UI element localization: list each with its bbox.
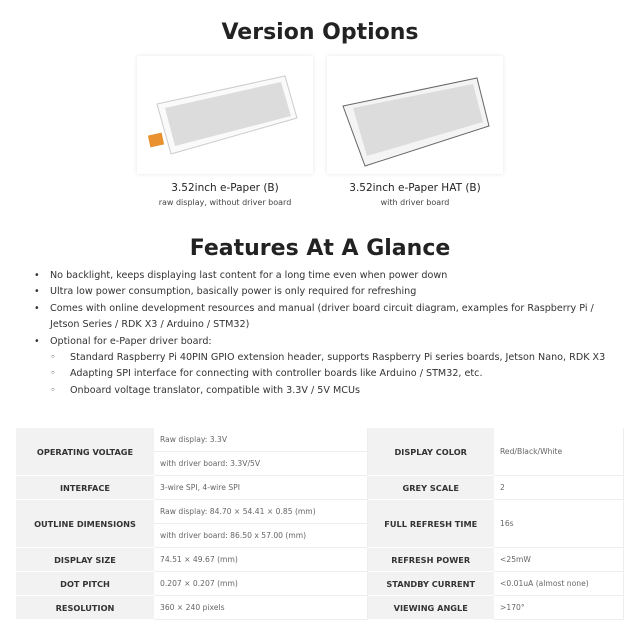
product-name: 3.52inch e-Paper (B) [171, 182, 279, 194]
spec-value: <0.01uA (almost none) [494, 572, 624, 596]
spec-value: 3-wire SPI, 4-wire SPI [154, 476, 367, 500]
spec-value: 0.207 × 0.207 (mm) [154, 572, 367, 596]
spec-value: >170° [494, 596, 624, 620]
version-options-title: Version Options [221, 20, 419, 45]
spec-label: DOT PITCH [16, 572, 154, 596]
spec-value: <25mW [494, 548, 624, 572]
feature-item: • Optional for e-Paper driver board: [22, 334, 622, 350]
product-desc: with driver board [380, 198, 450, 207]
feature-subitem: ◦ Adapting SPI interface for connecting with controller boards like Arduino / STM32, etc. [22, 366, 622, 382]
features-list [22, 268, 622, 399]
spec-value: 2 [494, 476, 624, 500]
product-image-hat[interactable] [327, 56, 503, 174]
spec-label: STANDBY CURRENT [367, 572, 494, 596]
product-image-raw[interactable] [137, 56, 313, 174]
spec-value: Raw display: 3.3V [154, 428, 367, 452]
feature-item: • Ultra low power consumption, basically power is only required for refreshing [22, 284, 622, 300]
spec-label: REFRESH POWER [367, 548, 494, 572]
spec-value: with driver board: 3.3V/5V [154, 452, 367, 476]
feature-subitem: ◦ Standard Raspberry Pi 40PIN GPIO extension header, supports Raspberry Pi series boards, Jetson Nano, RDK X3 [22, 350, 622, 366]
feature-item: • Comes with online development resources and manual (driver board circuit diagram, examples for Raspberry Pi / Jetson Series / RDK X3 / Arduino / STM32) [22, 301, 622, 334]
product-name: 3.52inch e-Paper HAT (B) [349, 182, 481, 194]
feature-item: • No backlight, keeps displaying last content for a long time even when power down [22, 268, 622, 284]
spec-label: OUTLINE DIMENSIONS [16, 500, 154, 548]
spec-label: FULL REFRESH TIME [367, 500, 494, 548]
spec-label: DISPLAY COLOR [367, 428, 494, 476]
features-title: Features At A Glance [189, 236, 451, 261]
spec-value: 360 × 240 pixels [154, 596, 367, 620]
spec-label: RESOLUTION [16, 596, 154, 620]
spec-label: INTERFACE [16, 476, 154, 500]
spec-label: OPERATING VOLTAGE [16, 428, 154, 476]
spec-value: with driver board: 86.50 x 57.00 (mm) [154, 524, 367, 548]
spec-label: VIEWING ANGLE [367, 596, 494, 620]
epaper-hat-image [327, 56, 503, 174]
spec-label: GREY SCALE [367, 476, 494, 500]
spec-value: 16s [494, 500, 624, 548]
epaper-raw-image [137, 56, 313, 174]
spec-value: Raw display: 84.70 × 54.41 × 0.85 (mm) [154, 500, 367, 524]
specs-table [16, 428, 624, 620]
product-desc: raw display, without driver board [158, 198, 292, 207]
feature-subitem: ◦ Onboard voltage translator, compatible with 3.3V / 5V MCUs [22, 383, 622, 399]
spec-value: Red/Black/White [494, 428, 624, 476]
spec-label: DISPLAY SIZE [16, 548, 154, 572]
spec-value: 74.51 × 49.67 (mm) [154, 548, 367, 572]
